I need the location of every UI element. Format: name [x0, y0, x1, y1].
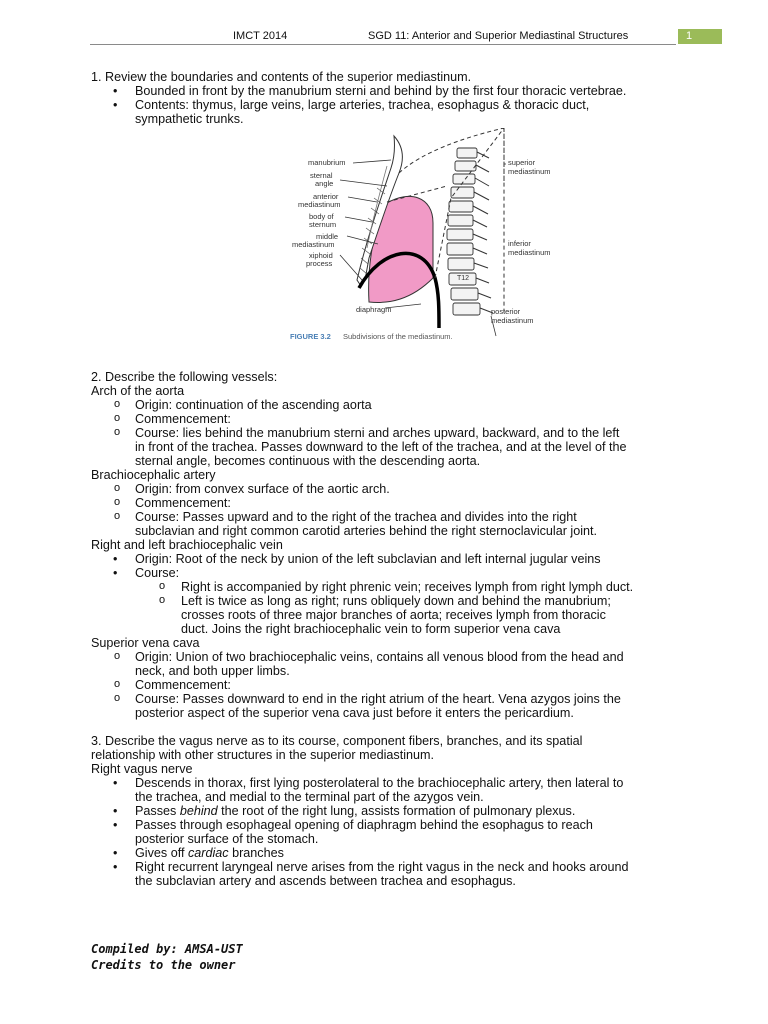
vagus-cardiac-post: branches — [228, 846, 284, 860]
label-sternal: sternal — [310, 171, 333, 180]
vagus-descends-line1: Descends in thorax, first lying posterolateral to the brachiocephalic artery, then lateral to — [135, 776, 624, 790]
label-mediastinum-superior: mediastinum — [508, 167, 551, 176]
arch-list — [91, 398, 691, 468]
label-angle: angle — [315, 179, 334, 188]
q3-title — [91, 734, 691, 762]
vagus-cardiac-pre: Gives off — [135, 846, 188, 860]
vagus-descends — [91, 776, 691, 804]
q1-contents-line2: sympathetic trunks. — [135, 112, 244, 126]
vagus-root-lung-post: the root of the right lung, assists formation of pulmonary plexus. — [217, 804, 576, 818]
arch-course-line1: Course: lies behind the manubrium sterni and arches upward, backward, and to the left — [135, 426, 620, 440]
vagus-recurrent — [91, 860, 691, 888]
label-mediastinum-anterior: mediastinum — [298, 200, 341, 209]
arch-course-line2: in front of the trachea. Passes downward to the left of the trachea, and at the level of the — [135, 440, 627, 454]
veins-course: • Course: — [91, 566, 691, 580]
document-body — [91, 70, 691, 888]
q1-list — [91, 84, 691, 126]
vagus-esophageal — [91, 818, 691, 846]
brachio-course-line1: Course: Passes upward and to the right of the trachea and divides into the right — [135, 510, 577, 524]
vagus-heading: Right vagus nerve — [91, 762, 193, 776]
veins-left — [91, 594, 691, 636]
label-mediastinum-inferior: mediastinum — [508, 248, 551, 257]
mediastinum-figure — [91, 128, 691, 364]
vagus-cardiac — [91, 846, 691, 860]
brachio-commencement: o Commencement: — [91, 496, 691, 510]
arch-origin: o Origin: continuation of the ascending aorta — [91, 398, 691, 412]
brachio-heading: Brachiocephalic artery — [91, 468, 216, 482]
veins-left-line3: duct. Joins the right brachiocephalic vein to form superior vena cava — [181, 622, 561, 636]
vagus-root-lung — [91, 804, 691, 818]
svc-origin-line1: Origin: Union of two brachiocephalic veins, contains all venous blood from the head and — [135, 650, 624, 664]
svc-origin — [91, 650, 691, 678]
label-sternum: sternum — [309, 220, 337, 229]
figure-caption-text: Subdivisions of the mediastinum. — [343, 332, 453, 341]
label-body-of: body of — [309, 212, 334, 221]
arch-course — [91, 426, 691, 468]
brachio-origin: o Origin: from convex surface of the aortic arch. — [91, 482, 691, 496]
vagus-list — [91, 776, 691, 888]
label-inferior: inferior — [508, 239, 531, 248]
mediastinum-diagram — [91, 128, 691, 364]
arch-course-line3: sternal angle, becomes continuous with the descending aorta. — [135, 454, 481, 468]
vagus-root-lung-pre: Passes — [135, 804, 180, 818]
q1-bullet-boundaries: • Bounded in front by the manubrium sterni and behind by the first four thoracic vertebrae. — [91, 84, 691, 98]
veins-origin: • Origin: Root of the neck by union of the left subclavian and left internal jugular veins — [91, 552, 691, 566]
label-mediastinum-middle: mediastinum — [292, 240, 335, 249]
footer-credits: Credits to the owner — [91, 958, 236, 972]
label-diaphragm: diaphragm — [356, 305, 392, 314]
q3-title-line1: 3. Describe the vagus nerve as to its course, component fibers, branches, and its spatial — [91, 734, 583, 748]
label-middle: middle — [316, 232, 339, 241]
label-process: process — [306, 259, 333, 268]
vagus-esophageal-line1: Passes through esophageal opening of diaphragm behind the esophagus to reach — [135, 818, 593, 832]
svc-course — [91, 692, 691, 720]
label-posterior: posterior — [491, 307, 521, 316]
header-title: SGD 11: Anterior and Superior Mediastinal Structures — [368, 30, 629, 42]
vagus-recurrent-line2: the subclavian artery and ascends between trachea and esophagus. — [135, 874, 516, 888]
veins-left-line2: crosses roots of three major branches of aorta; receives lymph from thoracic — [181, 608, 606, 622]
arch-commencement: o Commencement: — [91, 412, 691, 426]
vagus-descends-line2: the trachea, and medial to the terminal part of the azygos vein. — [135, 790, 484, 804]
brachio-list — [91, 482, 691, 538]
svc-heading: Superior vena cava — [91, 636, 200, 650]
header-rule — [90, 44, 676, 45]
page-number: 1 — [678, 29, 722, 44]
page-header — [0, 29, 768, 45]
vertebral-column — [447, 148, 480, 315]
veins-right: o Right is accompanied by right phrenic vein; receives lymph from right lymph duct. — [91, 580, 691, 594]
vagus-recurrent-line1: Right recurrent laryngeal nerve arises from the right vagus in the neck and hooks around — [135, 860, 629, 874]
brachio-course-line2: subclavian and right common carotid arteries behind the right sternoclavicular joint. — [135, 524, 598, 538]
label-mediastinum-posterior: mediastinum — [491, 316, 534, 325]
header-course: IMCT 2014 — [233, 30, 288, 42]
page-footer — [91, 941, 243, 973]
vagus-cardiac-em: cardiac — [187, 846, 229, 860]
q3-title-line2: relationship with other structures in the superior mediastinum. — [91, 748, 434, 762]
veins-list — [91, 552, 691, 636]
q1-contents-line1: Contents: thymus, large veins, large arteries, trachea, esophagus & thoracic duct, — [135, 98, 590, 112]
vagus-root-lung-em: behind — [179, 804, 218, 818]
superior-boundary — [399, 128, 504, 173]
svc-list — [91, 650, 691, 720]
q1-bullet-contents — [91, 98, 691, 126]
svc-commencement: o Commencement: — [91, 678, 691, 692]
svc-course-line1: Course: Passes downward to end in the right atrium of the heart. Vena azygos joins the — [135, 692, 621, 706]
brachio-course — [91, 510, 691, 538]
q2-title: 2. Describe the following vessels: — [91, 370, 278, 384]
label-superior: superior — [508, 158, 536, 167]
label-xiphoid: xiphoid — [309, 251, 333, 260]
figure-caption-label: FIGURE 3.2 — [290, 332, 331, 341]
svc-course-line2: posterior aspect of the superior vena cava just before it enters the pericardium. — [135, 706, 574, 720]
svc-origin-line2: neck, and both upper limbs. — [135, 664, 290, 678]
label-manubrium: manubrium — [308, 158, 346, 167]
veins-left-line1: Left is twice as long as right; runs obliquely down and behind the manubrium; — [181, 594, 611, 608]
label-t12: T12 — [457, 275, 470, 282]
q1-title: 1. Review the boundaries and contents of the superior mediastinum. — [91, 70, 472, 84]
label-anterior: anterior — [313, 192, 339, 201]
veins-heading: Right and left brachiocephalic vein — [91, 538, 283, 552]
footer-compiled: Compiled by: AMSA-UST — [91, 942, 243, 956]
arch-heading: Arch of the aorta — [91, 384, 185, 398]
vagus-esophageal-line2: posterior surface of the stomach. — [135, 832, 319, 846]
